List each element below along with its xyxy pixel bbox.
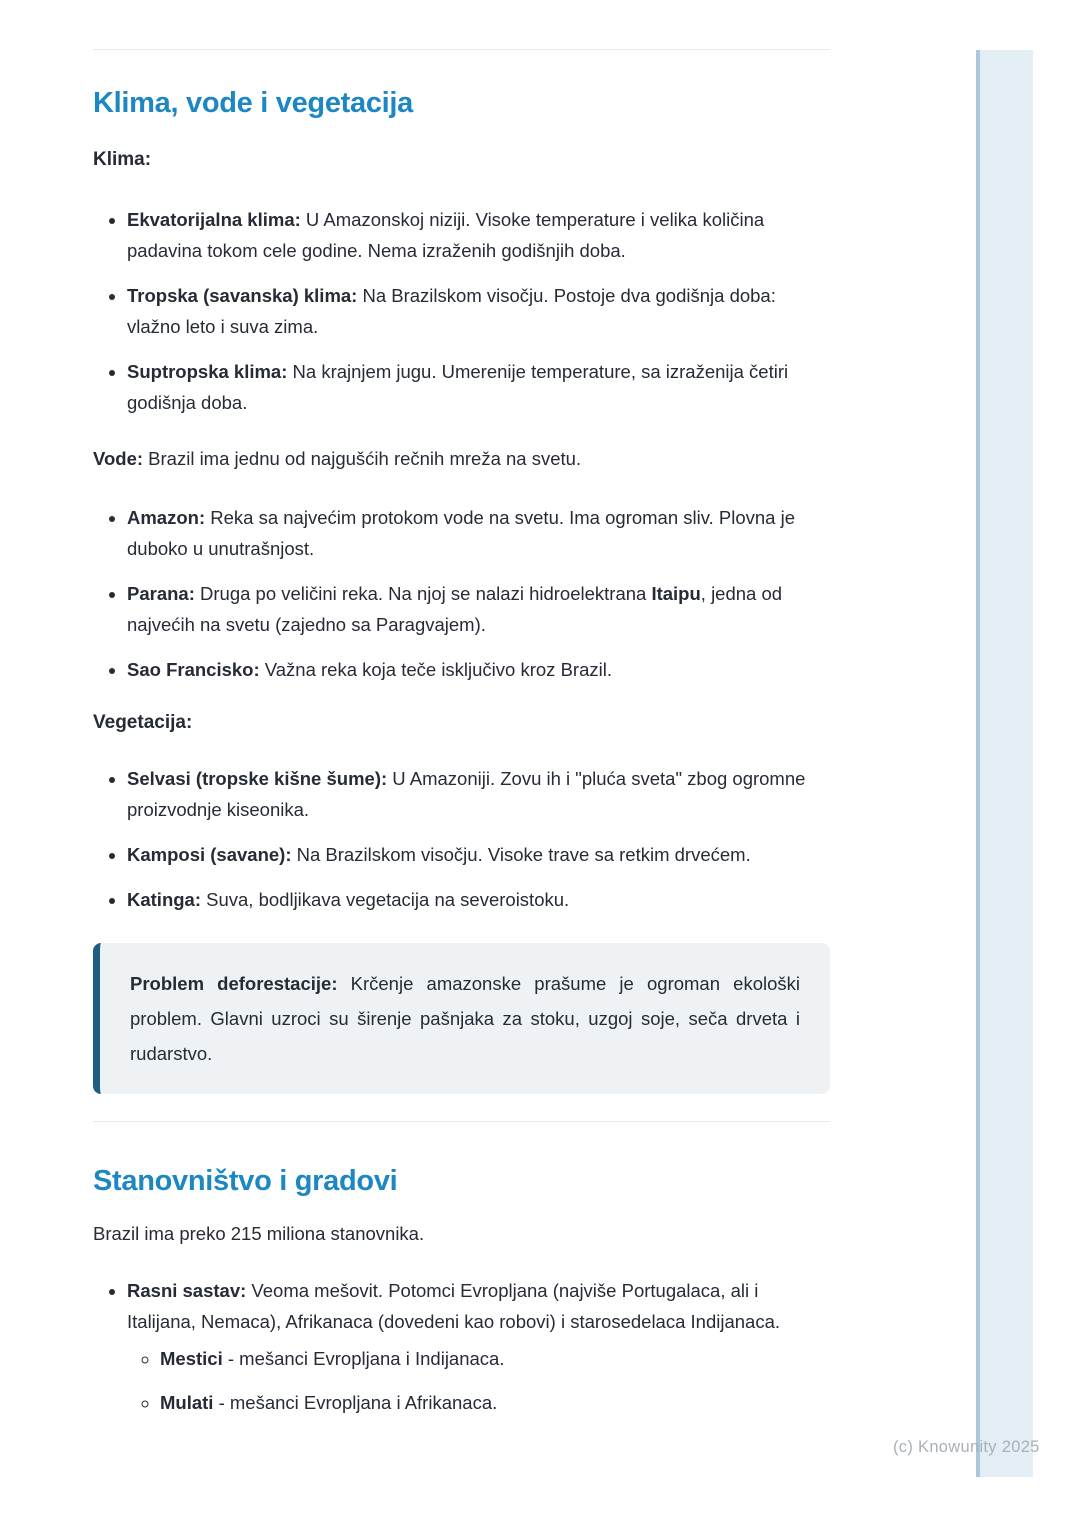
list-item-selvasi — [127, 763, 830, 825]
list-item-text: Druga po veličini reka. Na njoj se nalazi hidroelektrana — [194, 583, 652, 604]
section-title-stanovnistvo-gradovi: Stanovništvo i gradovi — [93, 1165, 398, 1197]
list-item-lead: Tropska (savanska) klima: — [127, 285, 358, 306]
sub-item-lead: Mestici — [160, 1348, 223, 1369]
sub-item-lead: Mulati — [160, 1392, 214, 1413]
right-margin-accent-bar — [976, 50, 1033, 1477]
list-item-text: Na Brazilskom visočju. Visoke trave sa retkim drvećem. — [291, 844, 751, 865]
list-item-katinga — [127, 884, 830, 915]
list-item-lead: Katinga: — [127, 889, 201, 910]
callout-lead: Problem deforestacije: — [130, 973, 338, 994]
list-item-lead: Kamposi (savane): — [127, 844, 292, 865]
vode-paragraph — [93, 443, 830, 474]
sub-item-text: - mešanci Evropljana i Indijanaca. — [222, 1348, 505, 1369]
list-item-parana — [127, 578, 830, 640]
callout-deforestation — [93, 943, 830, 1094]
list-item-amazon — [127, 502, 830, 564]
document-content — [93, 0, 830, 1418]
list-item-ekvatorijalna-klima — [127, 204, 830, 266]
klima-label: Klima: — [93, 149, 152, 170]
sub-item-text: - mešanci Evropljana i Afrikanaca. — [213, 1392, 498, 1413]
list-item-lead: Ekvatorijalna klima: — [127, 209, 301, 230]
list-item-lead: Sao Francisko: — [127, 659, 260, 680]
list-item-lead: Parana: — [127, 583, 195, 604]
list-item-text: , jedna od najvećih na svetu (zajedno sa Paragvajem). — [127, 583, 783, 635]
list-item-text: Na Brazilskom visočju. Postoje dva godišnja doba: vlažno leto i suva zima. — [127, 285, 776, 337]
section-title-klima-vode-vegetacija: Klima, vode i vegetacija — [93, 87, 413, 119]
list-item-kamposi — [127, 839, 830, 870]
top-divider — [93, 49, 830, 50]
section-divider — [93, 1121, 830, 1122]
list-item-suptropska-klima — [127, 356, 830, 418]
list-item-text: Veoma mešovit. Potomci Evropljana (najviše Portugalaca, ali i Italijana, Nemaca), Afrikanaca (dovedeni kao robovi) i starosedelaca Indijanaca. — [127, 1280, 781, 1332]
population-intro: Brazil ima preko 215 miliona stanovnika. — [93, 1223, 425, 1244]
vode-lead: Vode: — [93, 448, 144, 469]
vegetacija-label: Vegetacija: — [93, 712, 193, 733]
klima-list — [93, 204, 830, 418]
list-item-lead: Amazon: — [127, 507, 206, 528]
list-item-lead: Selvasi (tropske kišne šume): — [127, 768, 388, 789]
vegetacija-list — [93, 763, 830, 915]
copyright-watermark: (c) Knowunity 2025 — [893, 1438, 1040, 1456]
vode-list — [93, 502, 830, 685]
list-item-text: U Amazoniji. Zovu ih i "pluća sveta" zbog ogromne proizvodnje kiseonika. — [127, 768, 806, 820]
list-item-sao-francisko — [127, 654, 830, 685]
list-item-lead: Rasni sastav: — [127, 1280, 247, 1301]
callout-text: Krčenje amazonske prašume je ogroman ekološki problem. Glavni uzroci su širenje pašnjaka za stoku, uzgoj soje, seča drveta i rudarstvo. — [130, 973, 801, 1064]
list-item-text: Važna reka koja teče isključivo kroz Brazil. — [259, 659, 612, 680]
list-item-text: Na krajnjem jugu. Umerenije temperature, sa izraženija četiri godišnja doba. — [127, 361, 789, 413]
list-item-text: U Amazonskoj niziji. Visoke temperature i velika količina padavina tokom cele godine. Nema izraženih godišnjih doba. — [127, 209, 765, 261]
list-item-rasni-sastav — [127, 1275, 830, 1418]
callout-paragraph — [130, 966, 800, 1071]
list-item-tropska-klima — [127, 280, 830, 342]
rasni-sub-list — [127, 1343, 830, 1418]
vode-text: Brazil ima jednu od najgušćih rečnih mreža na svetu. — [143, 448, 582, 469]
population-list — [93, 1275, 830, 1418]
list-item-bold-itaipu: Itaipu — [651, 583, 701, 604]
sub-list-item-mulati — [160, 1387, 830, 1418]
list-item-text: Reka sa najvećim protokom vode na svetu. Ima ogroman sliv. Plovna je duboko u unutrašnjost. — [127, 507, 796, 559]
list-item-lead: Suptropska klima: — [127, 361, 288, 382]
list-item-text: Suva, bodljikava vegetacija na severoistoku. — [201, 889, 570, 910]
sub-list-item-mestici — [160, 1343, 830, 1374]
